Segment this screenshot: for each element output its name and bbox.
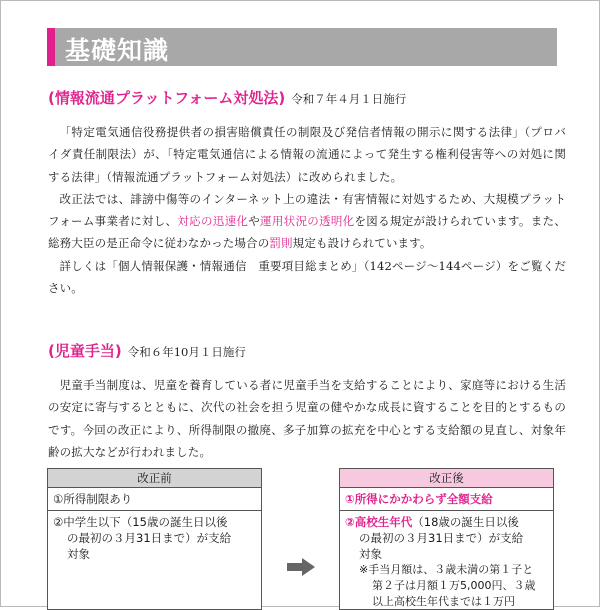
before-item-1: ①所得制限あり [48,488,261,511]
after-box [339,468,554,610]
after-item-1: ①所得にかかわらず全額支給 [340,488,553,511]
section2-heading [48,340,246,361]
after-note: ※手当月額は、３歳未満の第１子と [359,563,534,576]
highlight-speed: 対応の迅速化 [177,214,249,229]
section1-date: 令和７年４月１日施行 [291,92,407,106]
section2-body [48,374,566,463]
after-item-2: ②高校生年代（18歳の誕生日以後 の最初の３月31日まで）が支給 対象 ※手当月額は、３歳未満の第１子と 第２子は月額１万5,000円、３歳 以上高校生年代までは１万円 [340,511,553,610]
before-item-2: ②中学生以下（15歳の誕生日以後 の最初の３月31日まで）が支給 対象 [53,515,232,561]
before-box [47,468,262,610]
highlight-transparency: 運用状況の透明化 [260,214,355,229]
page-title: 基礎知識 [65,36,170,65]
arrow-right-icon [287,558,315,576]
section1-title: (情報流通プラットフォーム対処法) [48,89,286,107]
title-accent-bar [47,28,55,66]
section2-date: 令和６年10月１日施行 [127,345,246,359]
after-header: 改正後 [340,469,553,488]
before-header: 改正前 [48,469,261,488]
section1-body [48,121,566,299]
section2-title: (児童手当) [48,342,122,360]
highlight-penalty: 罰則 [269,236,293,251]
section2-paragraph-1: 児童手当制度は、児童を養育している者に児童手当を支給することにより、家庭等における生活の安定に寄与するとともに、次代の社会を担う児童の健やかな成長に資することを目的とするものです。今回の改正により、所得制限の撤廃、多子加算の拡充を中心とする支給額の見直し、対象年齢の拡大などが行われました。 [48,378,566,459]
section1-paragraph-2: 改正法では、誹謗中傷等のインターネット上の違法・有害情報に対処するため、大規模プラットフォーム事業者に対し、対応の迅速化や運用状況の透明化を図る規定が設けられています。また、総務大臣の是正命令に従わなかった場合の罰則規定も設けられています。 [48,191,566,251]
section1-paragraph-3: 詳しくは「個人情報保護・情報通信 重要項目総まとめ」（142ページ～144ページ）をご覧ください。 [48,258,566,296]
section1-heading [48,87,406,108]
title-bar [47,28,557,66]
section1-paragraph-1: 「特定電気通信役務提供者の損害賠償責任の制限及び発信者情報の開示に関する法律」（プロバイダ責任制限法）が、「特定電気通信による情報の流通によって発生する権利侵害等への対処に関する法律」（情報流通プラットフォーム対処法）に改められました。 [48,125,566,184]
